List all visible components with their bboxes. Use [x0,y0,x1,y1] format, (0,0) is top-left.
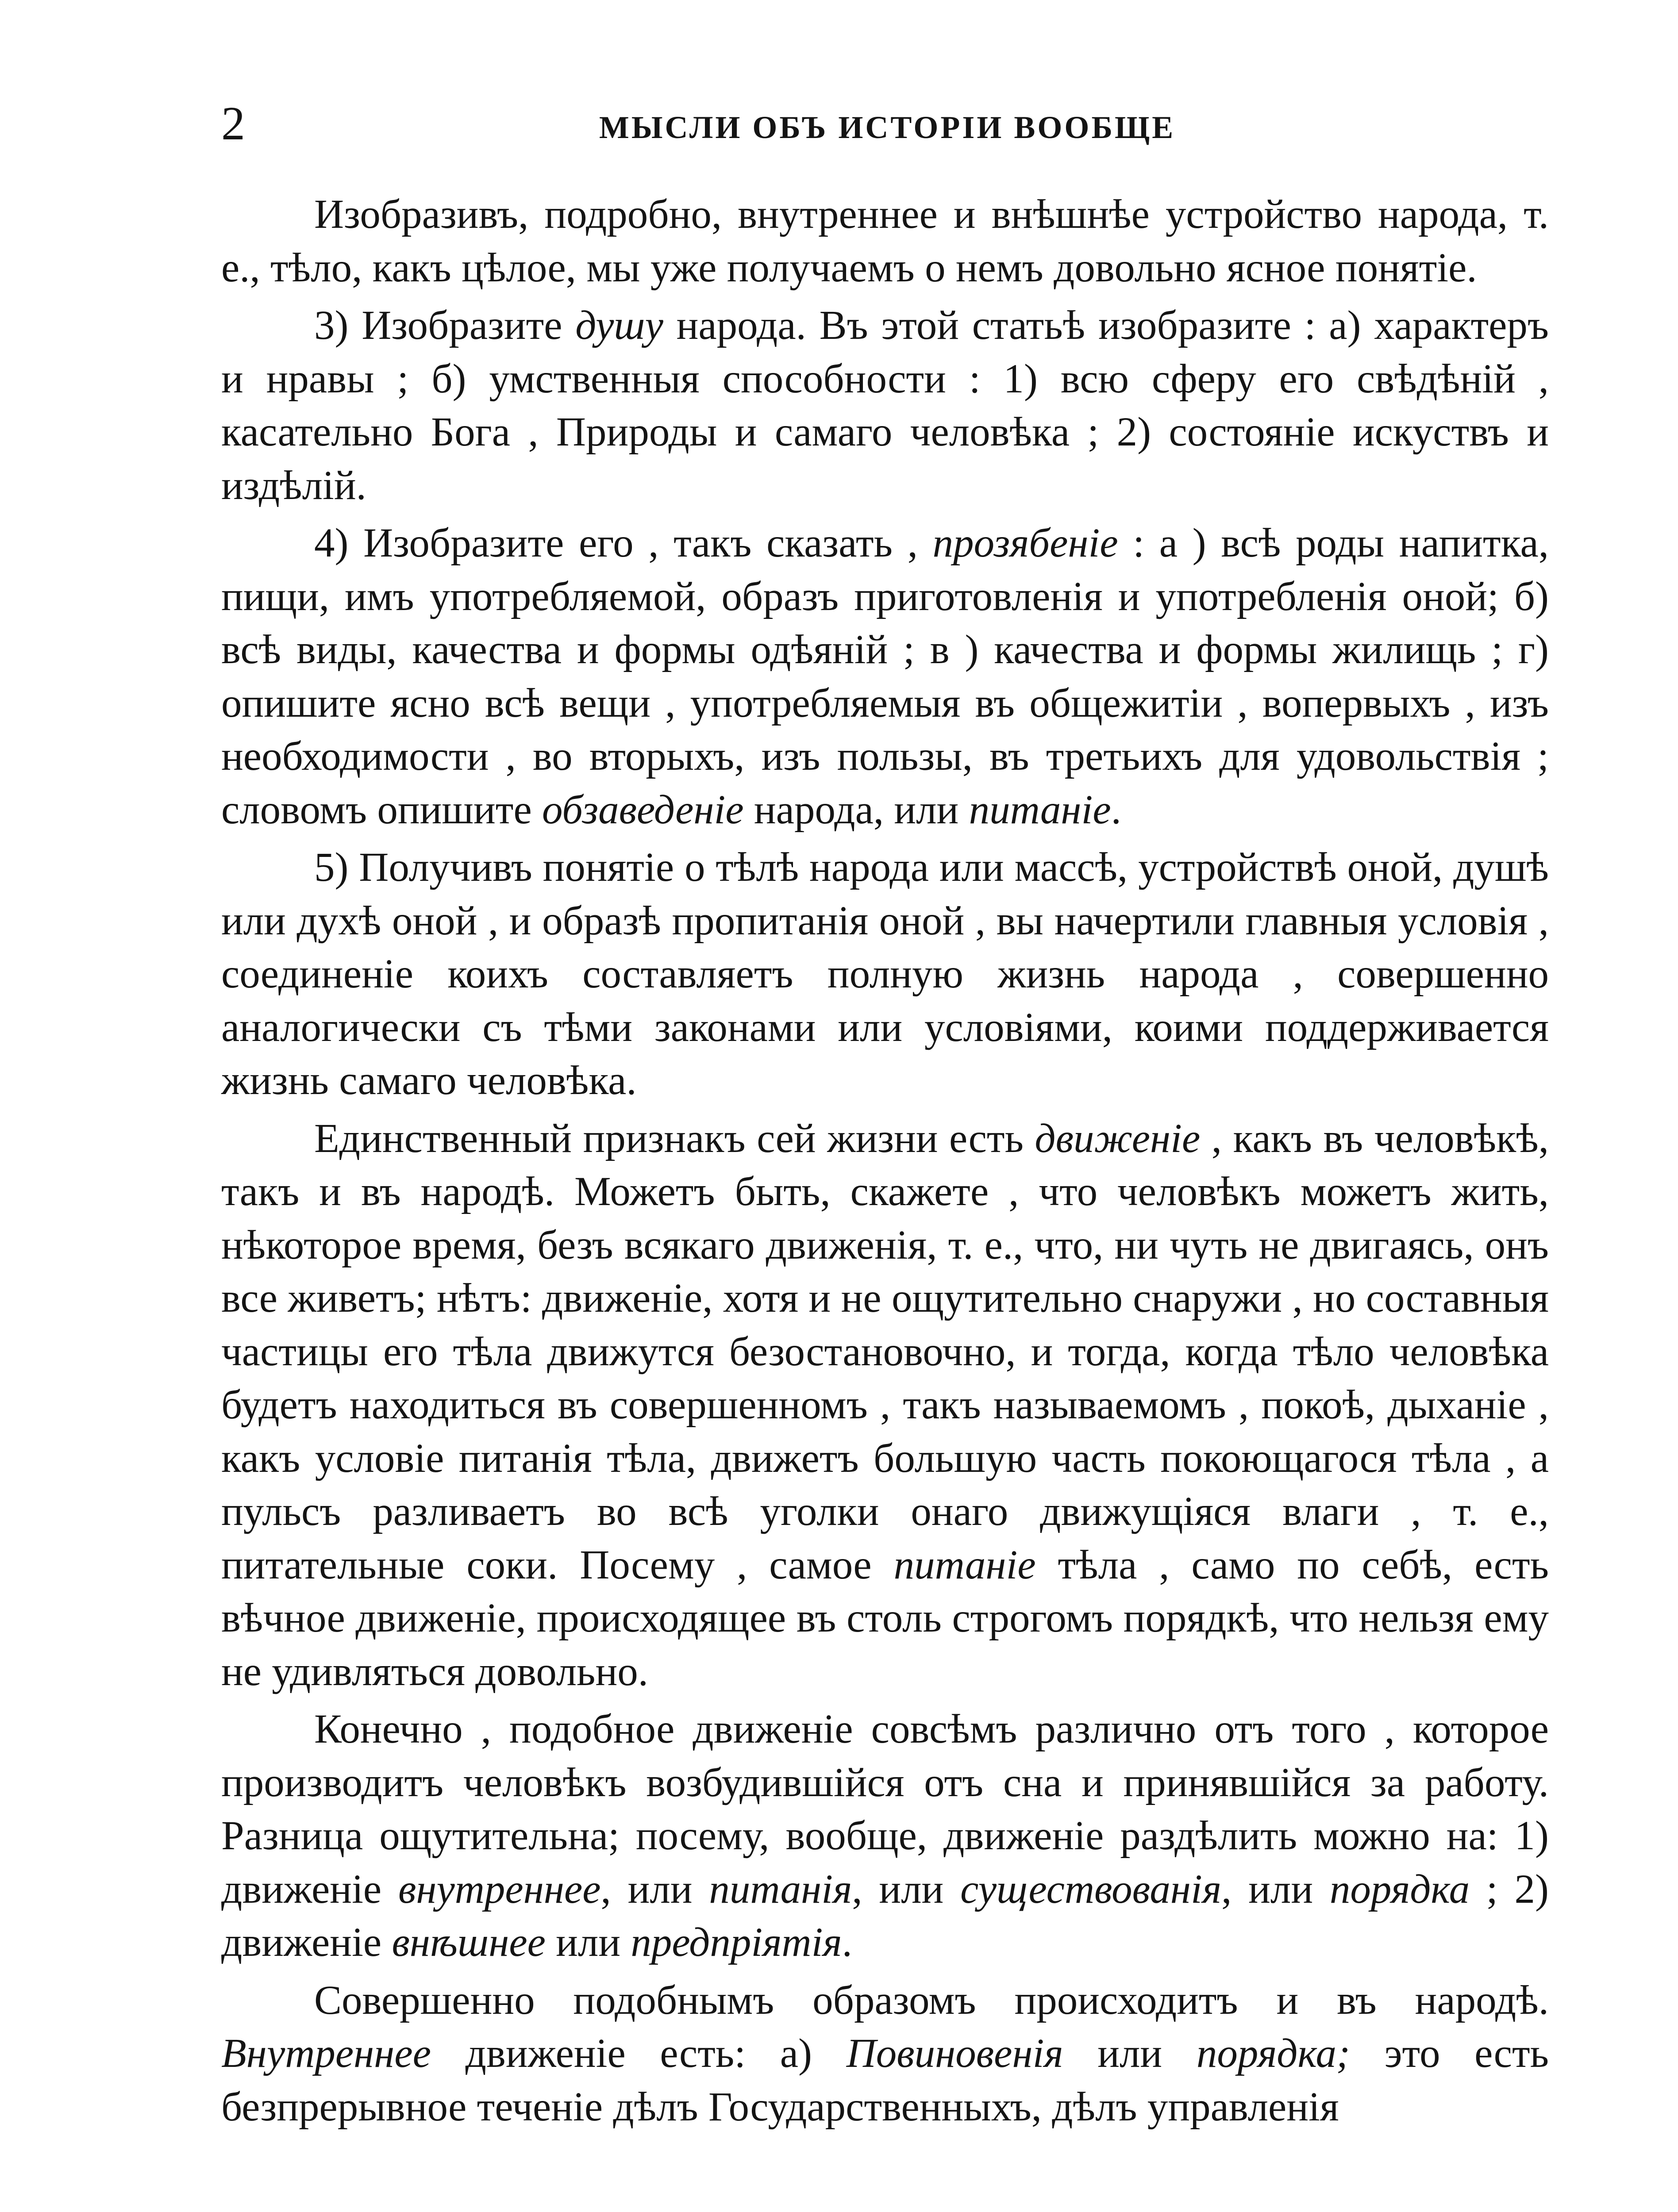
text-run: это есть безпрерывное теченіе дѣлъ Государственныхъ, дѣлъ управленія [221,2031,1549,2130]
italic-text: существованія [960,1866,1222,1912]
italic-text: предпріятія [631,1920,842,1965]
italic-text: душу [575,303,663,348]
italic-text: питаніе [893,1542,1036,1588]
text-run: 5) Получивъ понятіе о тѣлѣ народа или массѣ, устройствѣ оной, душѣ или духѣ оной , и образѣ пропитанія оной , вы начертили главныя условія , соединеніе коихъ составляетъ полную жизнь народа , совершенно аналогически съ тѣми законами или условіями, коими поддерживается жизнь самаго человѣка. [221,845,1549,1103]
italic-text: питанія [709,1866,852,1912]
italic-text: порядка; [1196,2031,1351,2076]
text-run: , или [600,1866,709,1912]
italic-text: прозябеніе [932,520,1118,566]
paragraph [221,1112,1549,1699]
text-run: , или [852,1866,961,1912]
text-run: или [1063,2031,1197,2076]
text-run: ; 2) движеніе [221,1866,1549,1965]
paragraph [221,1974,1549,2134]
paragraph [221,1703,1549,1970]
text-run: или [545,1920,631,1965]
text-run: : а ) всѣ роды напитка, пищи, имъ употребляемой, образъ приготовленія и употребленія оной; б) всѣ виды, качества и формы одѣяній ; в ) качества и формы жилищь ; г) опишите ясно всѣ вещи , употребляемыя въ общежитіи , вопервыхъ , изъ необходимости , во вторыхъ, изъ пользы, въ третьихъ для удовольствія ; словомъ опишите [221,520,1549,833]
paragraph [221,188,1549,295]
text-run: Единственный признакъ сей жизни есть [314,1115,1035,1161]
paragraph [221,517,1549,837]
italic-text: Внутреннее [221,2031,431,2076]
text-run: . [1111,787,1121,833]
page-number: 2 [221,97,245,150]
text-run: 4) Изобразите его , такъ сказать , [314,520,933,566]
running-title: МЫСЛИ ОБЪ ИСТОРІИ ВООБЩЕ [599,110,1176,145]
text-run: движеніе есть: а) [431,2031,847,2076]
text-run: Конечно , подобное движеніе совсѣмъ различно отъ того , которое производитъ человѣкъ возбудившійся отъ сна и принявшійся за работу. Разница ощутительна; посему, вообще, движеніе раздѣлить можно на: 1) движеніе [221,1706,1549,1912]
text-run: 3) Изобразите [314,303,576,348]
text-run: Изобразивъ, подробно, внутреннее и внѣшнѣе устройство народа, т. е., тѣло, какъ цѣлое, мы уже получаемъ о немъ довольно ясное понятіе. [221,192,1549,291]
italic-text: движеніе [1035,1115,1201,1161]
text-run: , или [1221,1866,1330,1912]
italic-text: обзаведеніе [542,787,744,833]
paragraph [221,299,1549,512]
paragraph [221,841,1549,1108]
italic-text: внутреннее [398,1866,601,1912]
text-run: народа, или [743,787,969,833]
text-run: тѣла , само по себѣ, есть вѣчное движеніе, происходящее въ столь строгомъ порядкѣ, что нельзя ему не удивляться довольно. [221,1542,1549,1694]
italic-text: внѣшнее [392,1920,546,1965]
text-run: . [842,1920,852,1965]
text-run: народа. Въ этой статьѣ изобразите : а) характеръ и нравы ; б) умственныя способности : 1) всю сферу его свѣдѣній , касательно Бога , Природы и самаго человѣка ; 2) состояніе искуствъ и издѣлій. [221,303,1549,508]
text-run: , какъ въ человѣкѣ, такъ и въ народѣ. Можетъ быть, скажете , что человѣкъ можетъ жить, нѣкоторое время, безъ всякаго движенія, т. е., что, ни чуть не двигаясь, онъ все живетъ; нѣтъ: движеніе, хотя и не ощутительно снаружи , но составныя частицы его тѣла движутся безостановочно, и тогда, когда тѣло человѣка будетъ находиться въ совершенномъ , такъ называемомъ , покоѣ, дыханіе , какъ условіе питанія тѣла, движетъ большую часть покоющагося тѣла , а пульсъ разливаетъ во всѣ уголки онаго движущіяся влаги , т. е., питательные соки. Посему , самое [221,1115,1549,1588]
italic-text: Повиновенія [846,2031,1063,2076]
page-header [221,95,1553,153]
italic-text: порядка [1329,1866,1470,1912]
italic-text: питаніе [969,787,1111,833]
body-text [221,188,1549,2134]
text-run: Совершенно подобнымъ образомъ происходитъ и въ народѣ. [314,1977,1549,2023]
